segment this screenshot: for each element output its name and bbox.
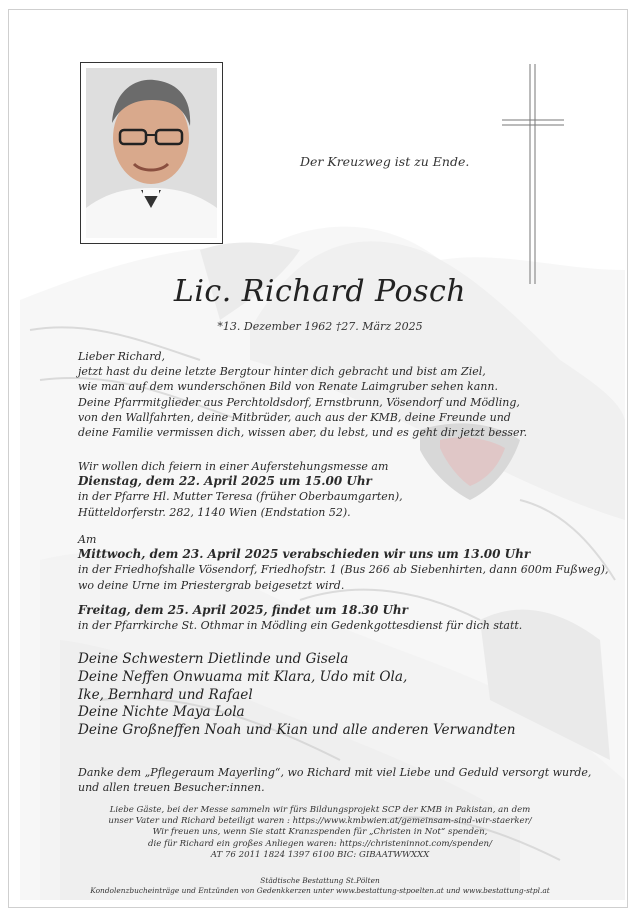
funeral-home-name: Städtische Bestattung St.Pölten <box>260 876 380 885</box>
letter-line: Deine Pfarrmitglieder aus Perchtoldsdorf, Ernstbrunn, Vösendorf und Mödling, <box>78 395 520 409</box>
letter-line: Lieber Richard, <box>78 350 166 363</box>
motto: Der Kreuzweg ist zu Ende. <box>300 154 470 169</box>
life-dates: *13. Dezember 1962 †27. März 2025 <box>217 320 423 333</box>
thanks-line: und allen treuen Besucher:innen. <box>78 781 265 795</box>
letter-paragraph <box>78 349 578 440</box>
memorial-announcement <box>78 603 578 633</box>
mourner-line: Deine Großneffen Noah und Kian und alle anderen Verwandten <box>78 722 516 739</box>
mourner-line: Deine Schwestern Dietlinde und Gisela <box>78 651 349 667</box>
footer <box>70 876 570 896</box>
farewell-place: in der Friedhofshalle Vösendorf, Friedhofstr. 1 (Bus 266 ab Siebenhirten, dann 600m Fußweg), <box>78 563 609 577</box>
letter-line: deine Familie vermissen dich, wissen aber, du lebst, und es geht dir jetzt besser. <box>78 426 528 440</box>
donation-line: Wir freuen uns, wenn Sie statt Kranzspenden für „Christen in Not“ spenden, <box>152 827 488 838</box>
donation-line: die für Richard ein großes Anliegen waren: https://christeninnot.com/spenden/ <box>147 838 492 849</box>
letter-line: jetzt hast du deine letzte Bergtour hinter dich gebracht und bist am Ziel, <box>78 365 486 379</box>
mass-announcement <box>78 459 578 520</box>
mourner-line: Deine Neffen Onwuama mit Klara, Udo mit Ola, <box>78 668 408 685</box>
memorial-place: in der Pfarrkirche St. Othmar in Mödling ein Gedenkgottesdienst für dich statt. <box>78 619 523 633</box>
mass-address: Hütteldorferstr. 282, 1140 Wien (Endstation 52). <box>78 505 351 519</box>
thanks-line: Danke dem „Pflegeraum Mayerling“, wo Richard mit viel Liebe und Geduld versorgt wurde, <box>78 766 592 779</box>
farewell-date: Mittwoch, dem 23. April 2025 verabschieden wir uns um 13.00 Uhr <box>78 547 531 562</box>
letter-line: von den Wallfahrten, deine Mitbrüder, auch aus der KMB, deine Freunde und <box>78 410 511 424</box>
deceased-name: Lic. Richard Posch <box>173 274 467 309</box>
mass-place: in der Pfarre Hl. Mutter Teresa (früher Oberbaumgarten), <box>78 490 403 504</box>
donation-info <box>70 805 570 861</box>
donation-line: unser Vater und Richard beteiligt waren : https://www.kmbwien.at/gemeinsam-sind-wir-staerker/ <box>108 816 532 827</box>
donation-line: Liebe Gäste, bei der Messe sammeln wir fürs Bildungsprojekt SCP der KMB in Pakistan, an dem <box>109 805 531 815</box>
condolence-info: Kondolenzbucheinträge und Entzünden von Gedenkkerzen unter www.bestattung-stpoelten.at und www.bestattung-stpl.at <box>90 886 550 895</box>
mourner-line: Deine Nichte Maya Lola <box>78 704 245 721</box>
letter-line: wie man auf dem wunderschönen Bild von Renate Laimgruber sehen kann. <box>78 380 498 394</box>
mourner-line: Ike, Bernhard und Rafael <box>78 686 253 703</box>
donation-bank-details: AT 76 2011 1824 1397 6100 BIC: GIBAATWWXXX <box>210 849 430 860</box>
farewell-announcement <box>78 532 609 593</box>
thanks-paragraph <box>78 765 592 795</box>
mass-intro: Wir wollen dich feiern in einer Auferstehungsmesse am <box>78 460 389 473</box>
mass-date: Dienstag, dem 22. April 2025 um 15.00 Uhr <box>78 474 372 489</box>
memorial-date: Freitag, dem 25. April 2025, findet um 18.30 Uhr <box>78 603 408 617</box>
portrait-photo-frame <box>80 62 223 244</box>
mourners-list <box>78 651 598 740</box>
farewell-intro: Am <box>78 533 97 546</box>
portrait-illustration <box>86 68 217 238</box>
portrait-photo <box>86 68 217 238</box>
farewell-note: wo deine Urne im Priestergrab beigesetzt wird. <box>78 578 345 592</box>
cross-icon <box>500 64 566 284</box>
